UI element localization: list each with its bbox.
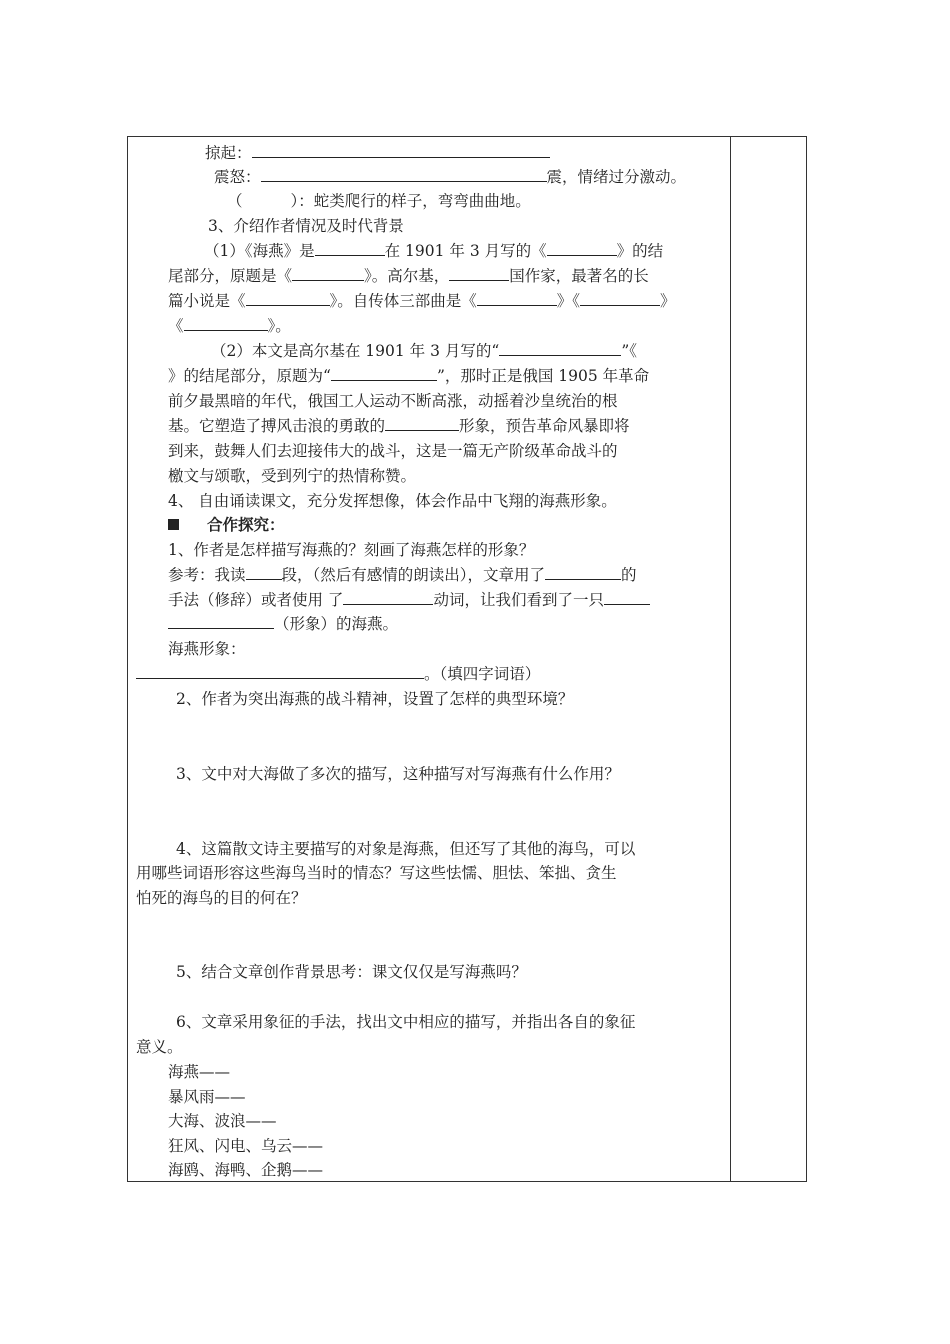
text: （形象）的海燕。 [274, 615, 399, 633]
p2-line5: 到来，鼓舞人们去迎接伟大的战斗，这是一篇无产阶级革命战斗的 [168, 442, 618, 460]
vocab-lue-qi [205, 142, 550, 164]
blank [168, 613, 274, 629]
worksheet-table [127, 136, 807, 1182]
text: 的 [621, 566, 637, 584]
text: ”《 [621, 342, 637, 360]
p1-line3 [168, 290, 676, 312]
vocab-def: 震，情绪过分激动。 [546, 168, 687, 186]
square-bullet-icon [168, 519, 179, 530]
text: （2）本文是高尔基在 1901 年 3 月写的“ [211, 342, 500, 360]
text: 动词，让我们看到了一只 [433, 591, 604, 609]
column-divider [730, 137, 731, 1181]
text: ”，那时正是俄国 1905 年革命 [436, 367, 650, 385]
symbol-item: 暴风雨—— [168, 1088, 246, 1106]
q1: 1、作者是怎样描写海燕的？刻画了海燕怎样的形象？ [168, 541, 535, 559]
text: 》。自传体三部曲是《 [329, 292, 477, 310]
p1-line2 [168, 265, 649, 287]
q5: 5、结合文章创作背景思考：课文仅仅是写海燕吗？ [176, 963, 527, 981]
symbol-item: 狂风、闪电、乌云—— [168, 1137, 324, 1155]
vocab-term: 震怒： [214, 168, 261, 186]
image-label: 海燕形象： [168, 640, 246, 658]
item4: 4、 自由诵读课文，充分发挥想像，体会作品中飞翔的海燕形象。 [168, 492, 617, 510]
blank [252, 142, 550, 158]
section3-heading: 3、介绍作者情况及时代背景 [208, 217, 404, 235]
vocab-snake [227, 190, 531, 212]
p2-line1 [211, 340, 637, 362]
blank [449, 265, 509, 281]
text: 》《 [556, 292, 581, 310]
p1-line4 [168, 315, 291, 337]
q3: 3、文中对大海做了多次的描写，这种描写对写海燕有什么作用？ [176, 765, 620, 783]
text: 形象，预告革命风暴即将 [459, 417, 630, 435]
blank [136, 663, 424, 679]
text: 《 [168, 317, 184, 335]
blank [184, 315, 268, 331]
vocab-zhen-nu [214, 166, 686, 188]
blank [477, 290, 557, 306]
text: 国作家，最著名的长 [509, 267, 649, 285]
blank [385, 415, 459, 431]
p1-line1 [204, 240, 663, 262]
q6-line2: 意义。 [136, 1038, 183, 1056]
blank [547, 240, 617, 256]
text: 》 [660, 292, 676, 310]
q4-line2: 用哪些词语形容这些海鸟当时的情态？写这些怯懦、胆怯、笨拙、贪生 [136, 864, 617, 882]
q2: 2、作者为突出海燕的战斗精神，设置了怎样的典型环境？ [176, 690, 574, 708]
text: 》的结尾部分，原题为“ [168, 367, 331, 385]
blank [343, 589, 433, 605]
text: 段，（然后有感情的朗读出），文章用了 [281, 566, 546, 584]
blank [246, 564, 282, 580]
text: 基。它塑造了搏风击浪的勇敢的 [168, 417, 386, 435]
symbol-item: 大海、波浪—— [168, 1112, 277, 1130]
ref-line3 [168, 613, 398, 635]
blank [545, 564, 621, 580]
blank [499, 340, 621, 356]
text: 》。 [267, 317, 291, 335]
blank [315, 240, 385, 256]
p2-line2 [168, 365, 649, 387]
coop-heading [168, 514, 285, 536]
blank [580, 290, 660, 306]
p2-line3: 前夕最黑暗的年代，俄国工人运动不断高涨，动摇着沙皇统治的根 [168, 392, 618, 410]
blank [261, 166, 547, 182]
symbol-item: 海鸥、海鸭、企鹅—— [168, 1161, 324, 1179]
text: 》。高尔基， [364, 267, 450, 285]
p2-line6: 檄文与颂歌，受到列宁的热情称赞。 [168, 467, 417, 485]
text: 尾部分，原题是《 [168, 267, 293, 285]
text: 》的结 [616, 242, 664, 260]
text: （1）《海燕》是 [204, 242, 315, 260]
blank [246, 290, 330, 306]
text: 篇小说是《 [168, 292, 246, 310]
vocab-term: 掠起： [205, 144, 252, 162]
text: 手法（修辞）或者使用 了 [168, 591, 344, 609]
q4-line1: 4、这篇散文诗主要描写的对象是海燕，但还写了其他的海鸟，可以 [176, 840, 636, 858]
blank [604, 589, 650, 605]
q4-line3: 怕死的海鸟的目的何在？ [136, 889, 307, 907]
ref-line1 [168, 564, 637, 586]
paren: （ [227, 192, 243, 210]
text: 在 1901 年 3 月写的《 [384, 242, 547, 260]
blank [331, 365, 437, 381]
p2-line4 [168, 415, 630, 437]
text: 。（填四字词语） [424, 665, 541, 683]
q6-line1: 6、文章采用象征的手法，找出文中相应的描写，并指出各自的象征 [176, 1013, 636, 1031]
text: 合作探究： [207, 515, 285, 534]
vocab-def: ）：蛇类爬行的样子，弯弯曲曲地。 [290, 192, 531, 210]
text: 参考：我读 [168, 566, 246, 584]
ref-line2 [168, 589, 650, 611]
image-answer-line [136, 663, 540, 685]
symbol-item: 海燕—— [168, 1063, 231, 1081]
blank [292, 265, 364, 281]
